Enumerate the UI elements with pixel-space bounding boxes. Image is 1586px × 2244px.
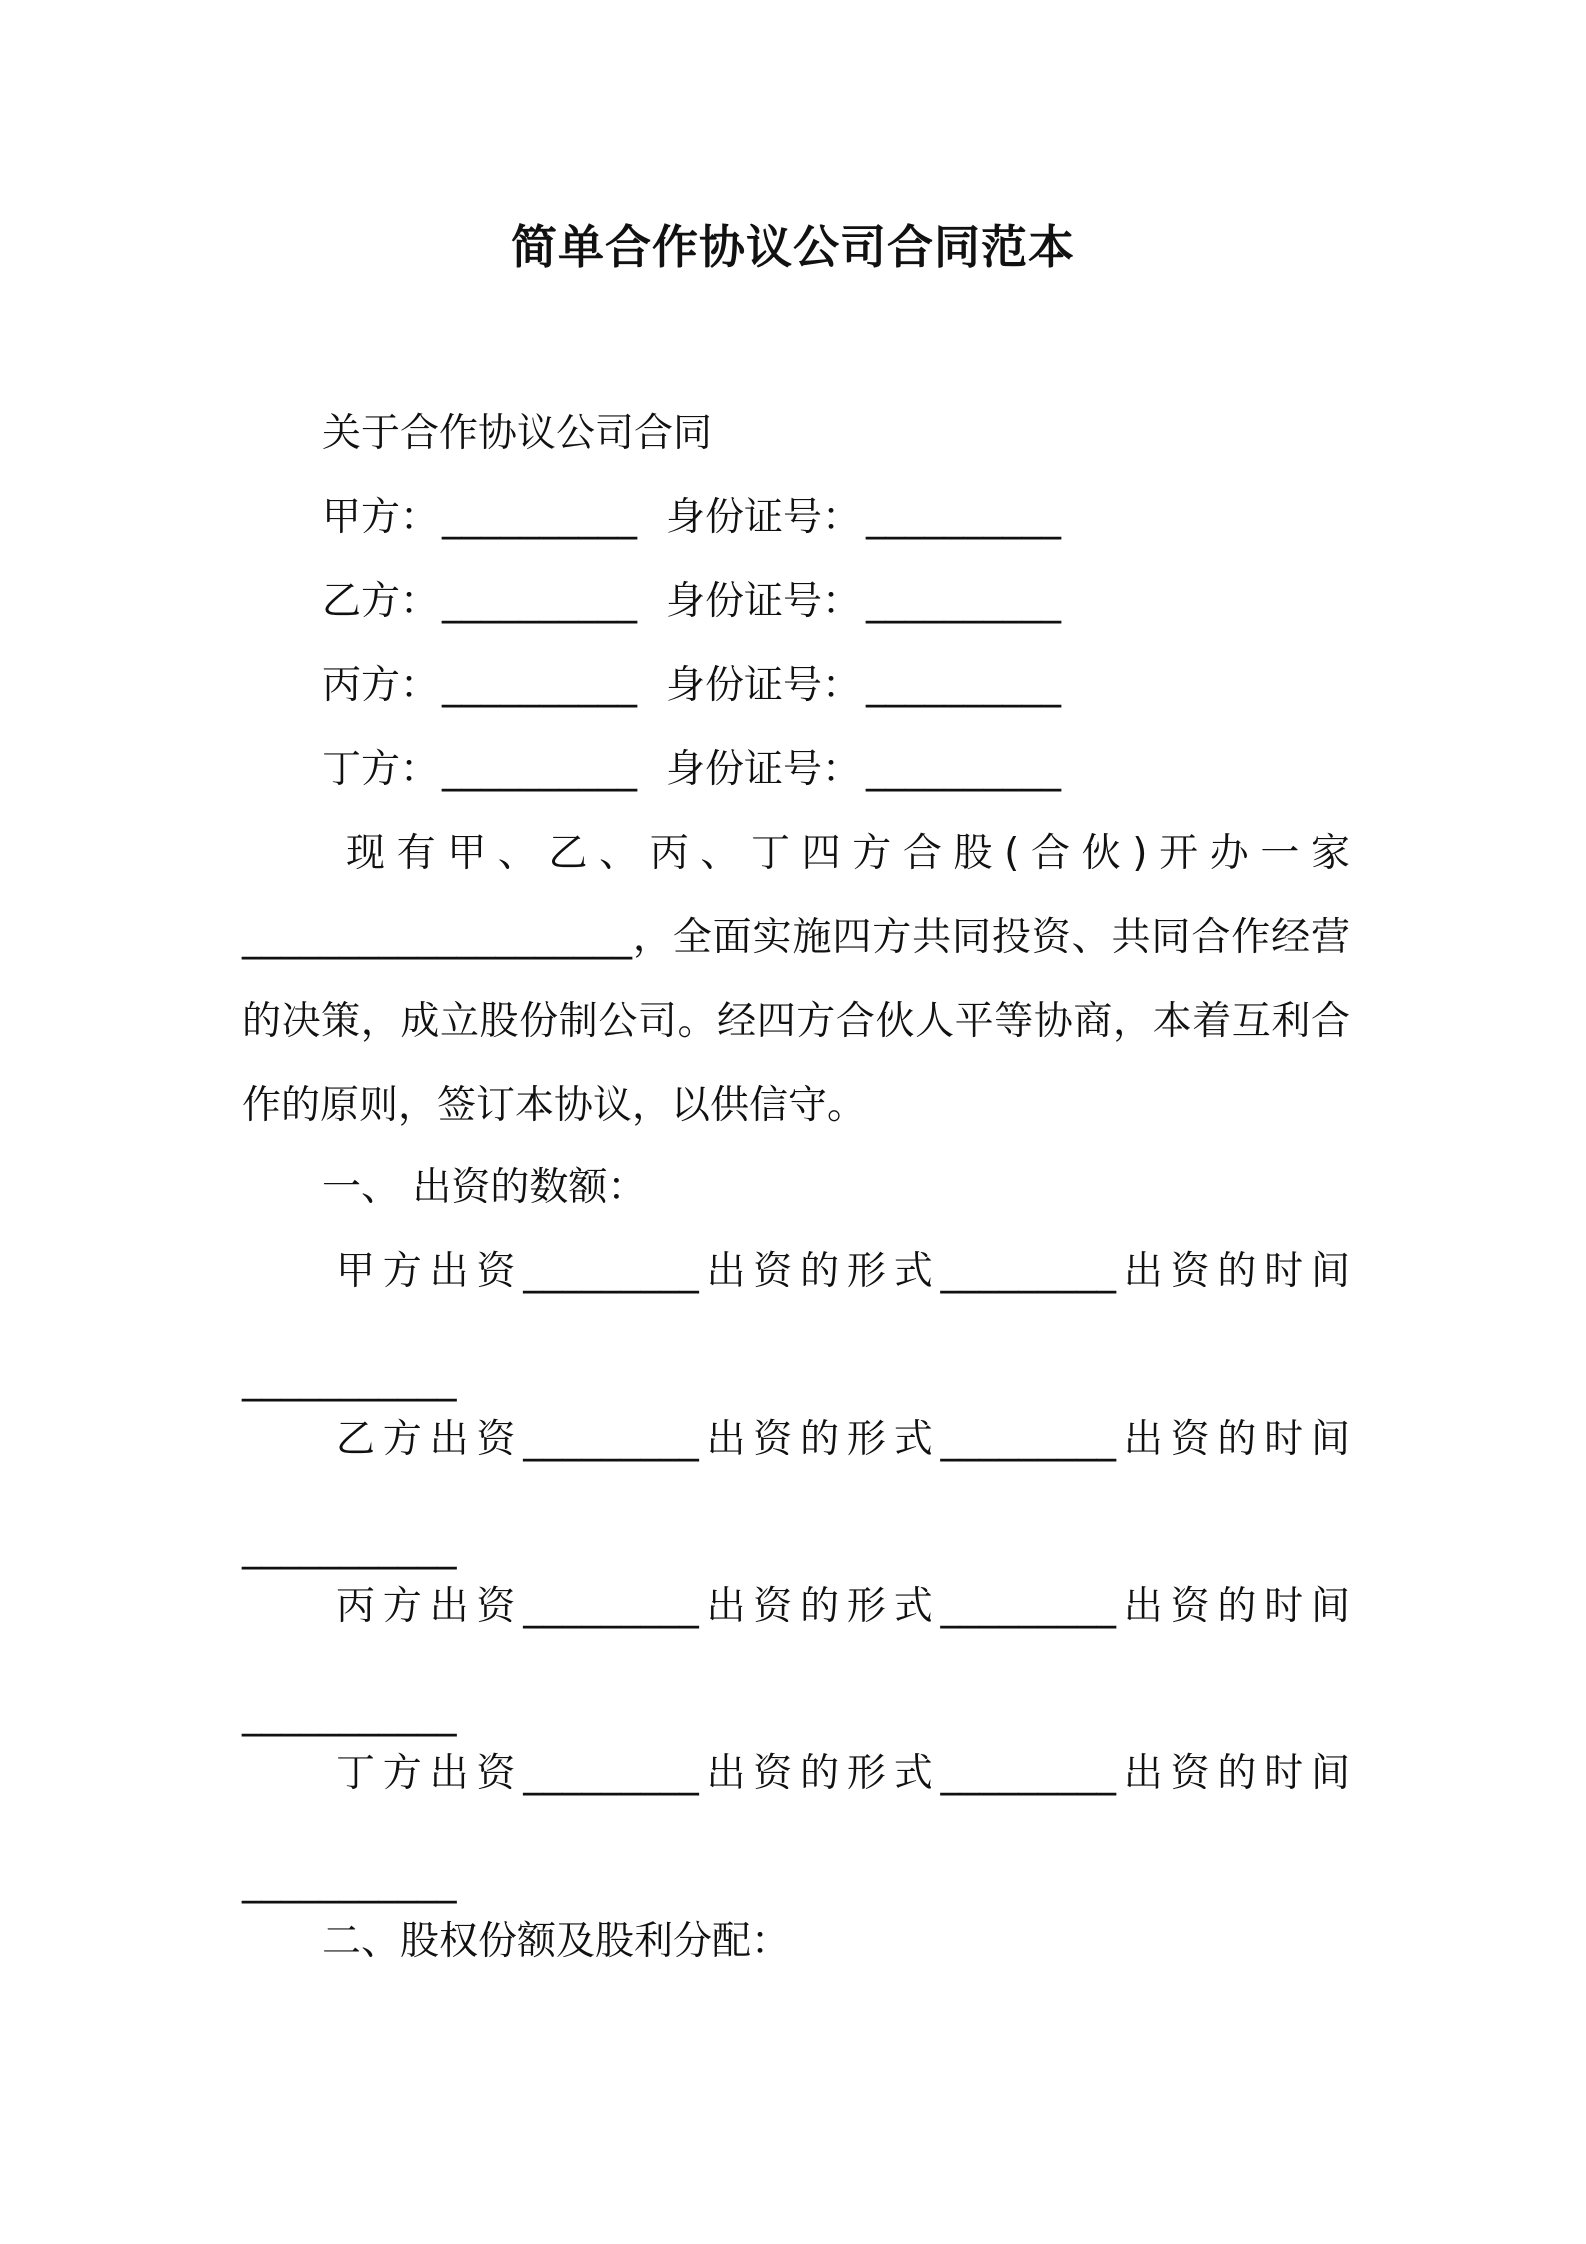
party-name-blank: __________ (442, 663, 637, 708)
id-blank: __________ (866, 495, 1061, 540)
party-label: 甲方： (322, 495, 440, 540)
party-row-yi (0, 572, 1586, 632)
id-blank: __________ (866, 747, 1061, 792)
party-label: 丙方： (322, 663, 440, 708)
id-label: 身份证号： (666, 663, 862, 708)
party-name-blank: __________ (442, 579, 637, 624)
contribution-tail-ding: ___________ (242, 1859, 457, 1904)
party-row-bing (0, 656, 1586, 716)
id-label: 身份证号： (666, 495, 862, 540)
id-blank: __________ (866, 579, 1061, 624)
contribution-tail-jia: ___________ (242, 1357, 457, 1402)
id-blank: __________ (866, 663, 1061, 708)
contribution-row-ding: 丁方出资_________出资的形式_________出资的时间 (336, 1751, 1350, 1796)
party-label: 丁方： (322, 747, 440, 792)
intro-line-4: 作的原则，签订本协议，以供信守。 (242, 1083, 867, 1128)
section-2-heading: 二、股权份额及股利分配： (322, 1919, 791, 1964)
contribution-tail-yi: ___________ (242, 1525, 457, 1570)
contribution-row-yi: 乙方出资_________出资的形式_________出资的时间 (336, 1417, 1350, 1462)
party-name-blank: __________ (442, 747, 637, 792)
document-title: 简单合作协议公司合同范本 (511, 220, 1075, 274)
party-row-ding (0, 740, 1586, 800)
document-subtitle: 关于合作协议公司合同 (322, 411, 713, 456)
party-label: 乙方： (322, 579, 440, 624)
contribution-tail-bing: ___________ (242, 1692, 457, 1737)
intro-line-2: ____________________，全面实施四方共同投资、共同合作经营 (242, 915, 1350, 960)
intro-line-3: 的决策，成立股份制公司。经四方合伙人平等协商，本着互利合 (242, 999, 1350, 1044)
id-label: 身份证号： (666, 747, 862, 792)
id-label: 身份证号： (666, 579, 862, 624)
contribution-row-bing: 丙方出资_________出资的形式_________出资的时间 (336, 1584, 1350, 1629)
party-row-jia (0, 488, 1586, 548)
contribution-row-jia: 甲方出资_________出资的形式_________出资的时间 (336, 1249, 1350, 1294)
section-1-heading: 一、 出资的数额： (322, 1165, 647, 1210)
intro-line-1: 现有甲、乙、丙、丁四方合股(合伙)开办一家 (346, 831, 1350, 876)
party-name-blank: __________ (442, 495, 637, 540)
